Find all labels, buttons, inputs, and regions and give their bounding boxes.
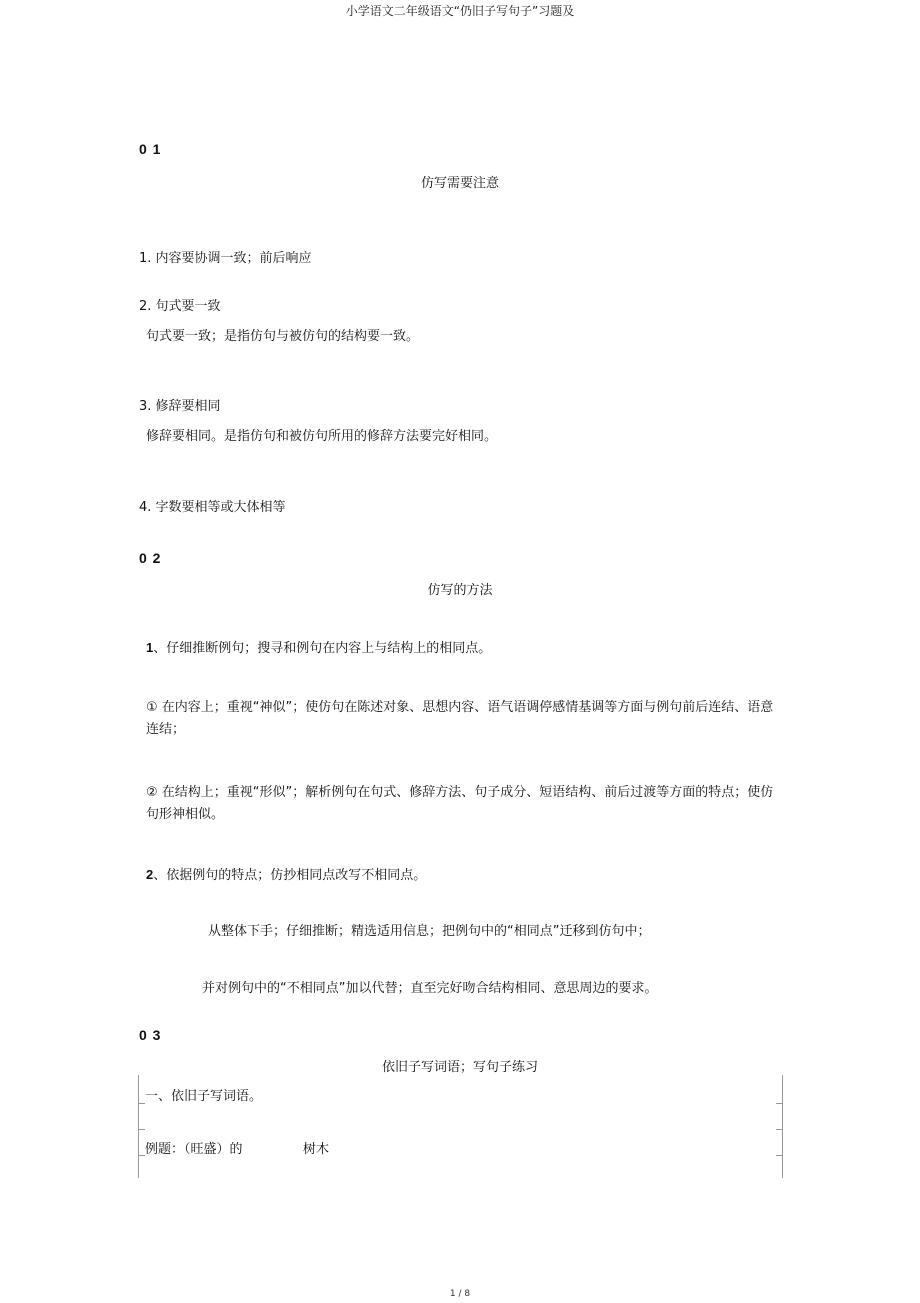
list-item: 4. 字数要相等或大体相等 bbox=[139, 500, 286, 515]
section-number: 0 2 bbox=[139, 550, 162, 566]
section-title: 仿写的方法 bbox=[427, 583, 493, 598]
list-item: 1. 内容要协调一致；前后响应 bbox=[139, 251, 312, 266]
content-point: ① 在内容上；重视“神似”；使仿句在陈述对象、思想内容、语气语调停感情基调等方面与例句前后连结、语意连结； bbox=[146, 700, 774, 737]
page-number: 1 / 8 bbox=[449, 1289, 471, 1299]
step-text: 、依据例句的特点；仿抄相同点改写不相同点。 bbox=[153, 868, 427, 883]
exercise-title: 一、依旧子写词语。 bbox=[145, 1089, 263, 1104]
example-word: 树木 bbox=[303, 1142, 330, 1157]
structure-point: ② 在结构上；重视“形似”；解析例句在句式、修辞方法、句子成分、短语结构、前后过渡等方面的特点；使仿句形神相似。 bbox=[146, 785, 774, 822]
box-tick bbox=[776, 1103, 782, 1104]
page-header: 小学语文二年级语文“仍旧子写句子”习题及 bbox=[345, 4, 575, 18]
method-line: 并对例句中的“不相同点”加以代替；直至完好吻合结构相同、意思周边的要求。 bbox=[202, 981, 658, 996]
step-text: 、仔细推断例句；搜寻和例句在内容上与结构上的相同点。 bbox=[153, 641, 492, 656]
method-step-1 bbox=[146, 637, 491, 656]
box-tick bbox=[776, 1129, 782, 1130]
item-description: 修辞要相同。是指仿句和被仿句所用的修辞方法要完好相同。 bbox=[146, 429, 498, 444]
box-tick bbox=[776, 1155, 782, 1156]
box-tick bbox=[139, 1129, 145, 1130]
section-number: 0 1 bbox=[139, 141, 162, 157]
list-item: 2. 句式要一致 bbox=[139, 299, 221, 314]
item-description: 句式要一致；是指仿句与被仿句的结构要一致。 bbox=[146, 329, 420, 344]
method-line: 从整体下手；仔细推断；精选适用信息；把例句中的“相同点”迁移到仿句中； bbox=[208, 924, 651, 939]
step-number: 2 bbox=[146, 867, 154, 882]
section-number: 0 3 bbox=[139, 1027, 162, 1043]
step-number: 1 bbox=[146, 640, 154, 655]
section-title: 仿写需要注意 bbox=[420, 176, 499, 191]
method-step-2 bbox=[146, 864, 426, 883]
list-item: 3. 修辞要相同 bbox=[139, 399, 221, 414]
section-title: 依旧子写词语；写句子练习 bbox=[381, 1060, 538, 1075]
example-label: 例题：（旺盛）的 bbox=[145, 1142, 243, 1157]
